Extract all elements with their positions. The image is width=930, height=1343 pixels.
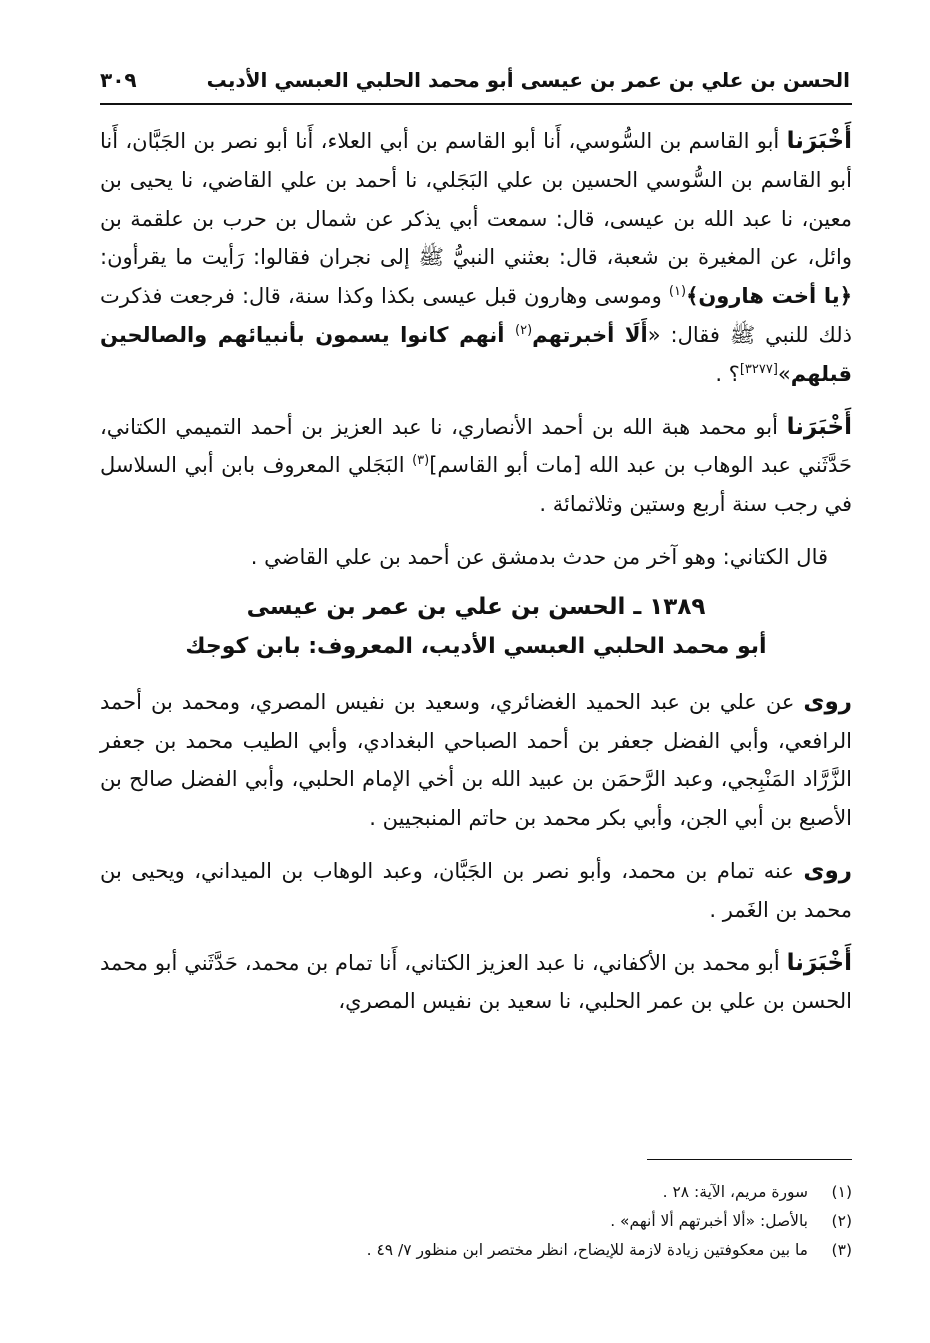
- paragraph-3: قال الكتاني: وهو آخر من حدث بدمشق عن أحمد بن علي القاضي .: [250, 544, 828, 569]
- entry-heading: ١٣٨٩ ـ الحسن بن علي بن عمر بن عيسى: [246, 593, 706, 620]
- footnote-text: بالأصل: «ألا أخبرتهم ألا أنهم» .: [610, 1212, 808, 1230]
- paragraph-5: [100, 852, 852, 930]
- running-title: الحسن بن علي بن عمر بن عيسى أبو محمد الحلبي العبسي الأديب: [206, 68, 850, 92]
- page-number: ٣٠٩: [100, 68, 137, 92]
- footnote-ref-2[interactable]: (٢): [515, 322, 533, 338]
- footnote: [100, 1178, 852, 1207]
- paragraph-lead: أَخْبَرَنا: [786, 949, 852, 976]
- footnote: [100, 1236, 852, 1265]
- main-text: [100, 122, 852, 1035]
- page-header: [100, 64, 850, 96]
- quran-quote: ﴿يا أخت هارون﴾: [686, 284, 853, 309]
- paragraph-6: [100, 944, 852, 1022]
- paragraph-text: وموسى وهارون قبل عيسى بكذا وكذا سنة، قال: فرجعت فذكرت ذلك للنبي ﷺ فقال: «: [100, 284, 852, 347]
- paragraph-text: أبو محمد هبة الله بن أحمد الأنصاري، نا عبد العزيز بن أحمد التميمي الكتاني، حَدَّثَني عبد الوهاب بن عبد الله [مات أبو القاسم]: [100, 414, 852, 478]
- paragraph-lead: روى: [803, 688, 852, 715]
- paragraph-text: أبو محمد بن الأكفاني، نا عبد العزيز الكتاني، أَنا تمام بن محمد، حَدَّثَني أبو محمد الحسن بن علي بن عمر الحلبي، نا سعيد بن نفيس المصري،: [100, 950, 852, 1014]
- footnote-ref-1[interactable]: (١): [668, 284, 687, 300]
- paragraph-1: [100, 122, 852, 394]
- footnotes: [100, 1178, 852, 1265]
- footnote-number: (٢): [831, 1212, 852, 1230]
- entry-subheading: أبو محمد الحلبي العبسي الأديب، المعروف: بابن كوجك: [185, 633, 767, 659]
- hadith-quote: أَلَا أخبرتهم: [532, 322, 648, 347]
- paragraph-text: البَجَلي المعروف بابن أبي السلاسل في رجب سنة أربع وستين وثلاثمائة .: [100, 453, 852, 517]
- paragraph-text: عن علي بن عبد الحميد الغضائري، وسعيد بن نفيس المصري، ومحمد بن أحمد الرافعي، وأبي الفضل جعفر بن أحمد الصباحي البغدادي، وأبي الطيب محمد بن جعفر الزَّرَّاد المَنْبِجي، وعبد الرَّحمَن بن عبيد الله بن أخي الإمام الحلبي، وأبي الفضل صالح بن الأصبع بن أبي الجن، وأبي بكر محمد بن حاتم المنبجيين .: [100, 689, 852, 831]
- footnote-separator: [647, 1159, 852, 1160]
- paragraph-text: ؟ .: [715, 361, 740, 386]
- paragraph-text: عنه تمام بن محمد، وأبو نصر بن الجَبَّان، وعبد الوهاب بن الميداني، ويحيى بن محمد بن الغَمر .: [100, 858, 852, 922]
- footnote: [100, 1207, 852, 1236]
- paragraph-lead: أَخْبَرَنا: [786, 413, 852, 440]
- paragraph-lead: روى: [803, 857, 852, 884]
- footnote-ref-3[interactable]: (٣): [412, 453, 430, 469]
- hadith-reference-number: [٣٢٧٧]: [739, 361, 778, 377]
- header-rule: [100, 103, 852, 105]
- footnote-number: (١): [831, 1183, 852, 1201]
- hadith-quote: أنهم كانوا يسمون بأنبيائهم والصالحين قبلهم: [100, 322, 852, 386]
- paragraph-text: أبو القاسم بن السُّوسي، أَنا أبو القاسم بن أبي العلاء، أَنا أبو نصر بن الجَبَّان، أَنا أبو القاسم بن السُّوسي الحسين بن علي البَجَلي، نا أحمد بن علي القاضي، نا يحيى بن معين، نا عبد الله بن عيسى، قال: سمعت أبي يذكر عن شمال بن حرب بن علقمة بن وائل، عن المغيرة بن شعبة، قال: بعثني النبيُّ ﷺ إلى نجران فقالوا: رَأيت ما يقرأون:: [100, 129, 852, 270]
- footnote-number: (٣): [831, 1241, 852, 1259]
- footnote-text: سورة مريم، الآية: ٢٨ .: [662, 1183, 808, 1201]
- paragraph-text: »: [777, 361, 791, 386]
- paragraph-lead: أَخْبَرَنا: [786, 128, 852, 154]
- footnote-text: ما بين معكوفتين زيادة لازمة للإيضاح، انظر مختصر ابن منظور ٧/ ٤٩ .: [366, 1241, 808, 1259]
- paragraph-4: [100, 683, 852, 838]
- paragraph-2: [100, 408, 852, 524]
